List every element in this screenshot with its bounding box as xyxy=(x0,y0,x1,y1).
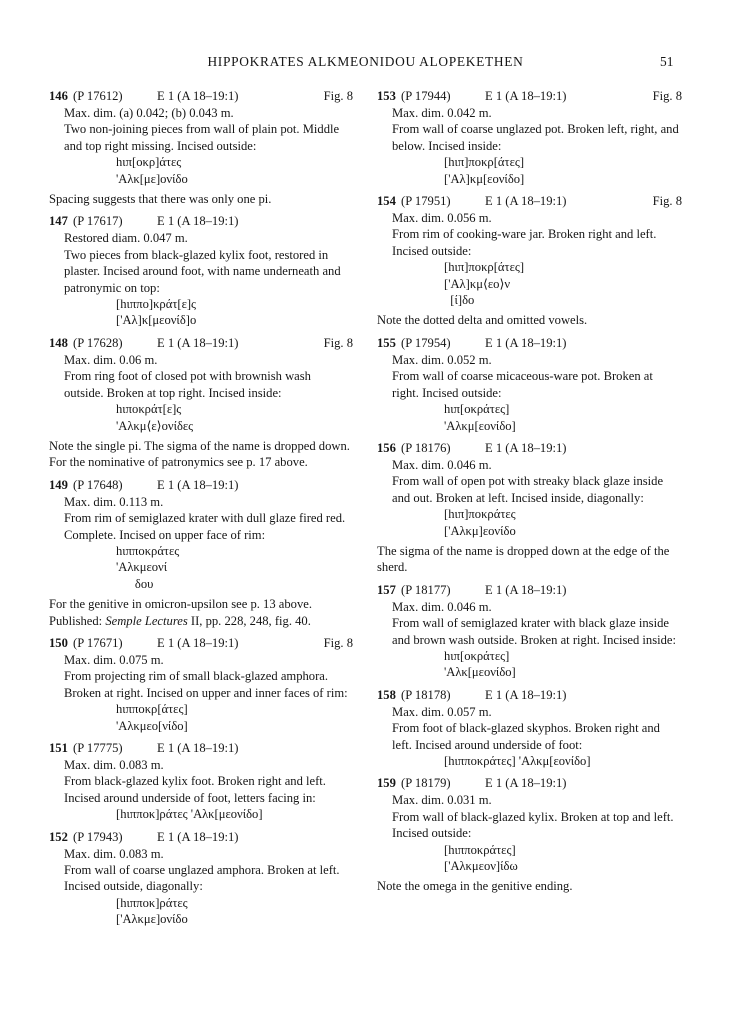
entry-body xyxy=(377,210,682,308)
inscription xyxy=(392,259,682,308)
inscription-line: [hιπποκ]ράτες xyxy=(116,895,188,910)
entry-body xyxy=(377,457,682,539)
catalog-entry xyxy=(377,775,682,894)
inscription-line: [hιπ]ποκρ[άτες] xyxy=(444,155,525,170)
catalog-entry xyxy=(377,335,682,434)
deposit-context: E 1 (A 18–19:1) xyxy=(157,89,239,103)
deposit-context: E 1 (A 18–19:1) xyxy=(485,89,567,103)
entry-description: Max. dim. 0.113 m. From rim of semiglazed krater with dull glaze fired red. Complete. Incised on upper face of rim: xyxy=(64,494,346,542)
entry-body xyxy=(49,846,353,928)
entry-number: 151 xyxy=(49,741,68,755)
catalog-entry xyxy=(49,335,353,471)
catalog-entry xyxy=(377,582,682,681)
entry-heading xyxy=(49,477,353,494)
right-column xyxy=(377,88,682,901)
entry-description: Max. dim. 0.057 m. From foot of black-glazed skyphos. Broken right and left. Incised around underside of foot: xyxy=(392,704,660,752)
entry-number: 157 xyxy=(377,582,396,597)
inventory-number: (P 18179) xyxy=(401,776,451,791)
inscription-line: 'Αλκ[με]ονίδο xyxy=(116,171,188,186)
inscription-line: [hιπ]ποκράτες xyxy=(444,507,516,522)
catalog-entry xyxy=(49,829,353,928)
entry-number: 152 xyxy=(49,829,68,844)
inventory-number: (P 17617) xyxy=(73,214,123,229)
entry-number: 154 xyxy=(377,194,396,209)
entry-description: Restored diam. 0.047 m. Two pieces from black-glazed kylix foot, restored in plaster. Incised around foot, with name underneath and patronymic on top: xyxy=(64,231,341,295)
deposit-context: E 1 (A 18–19:1) xyxy=(485,687,567,702)
inscription-line: ['Αλ]κ[μεονίδ]ο xyxy=(116,313,197,328)
inscription-line: 'Αλκ[μεονίδο] xyxy=(444,665,516,680)
entry-body xyxy=(377,704,682,770)
inscription-line: ['Αλ]κμ[εονίδο] xyxy=(444,171,525,186)
inscription-line: [hιππο]κράτ[ε]ς xyxy=(116,297,197,312)
figure-reference: Fig. 8 xyxy=(323,89,353,103)
entry-body xyxy=(377,105,682,187)
inscription-line: hιπποκράτες xyxy=(116,543,180,558)
deposit-context: E 1 (A 18–19:1) xyxy=(157,477,239,492)
inscription xyxy=(392,401,682,434)
figure-reference: Fig. 8 xyxy=(652,194,682,209)
entry-number: 155 xyxy=(377,335,396,350)
entry-heading xyxy=(377,193,682,210)
left-column xyxy=(49,88,353,934)
entry-description: Max. dim. 0.056 m. From rim of cooking-ware jar. Broken right and left. Incised outside: xyxy=(392,211,657,258)
entry-heading xyxy=(377,440,682,457)
inscription-line: 'Αλκμ[εονίδο] xyxy=(444,418,516,433)
deposit-context: E 1 (A 18–19:1) xyxy=(485,335,567,350)
entry-note: The sigma of the name is dropped down at the edge of the sherd. xyxy=(377,543,670,575)
entry-number: 149 xyxy=(49,477,68,492)
running-title: HIPPOKRATES ALKMEONIDOU ALOPEKETHEN xyxy=(207,54,524,69)
entry-number: 156 xyxy=(377,440,396,455)
inscription xyxy=(64,154,353,187)
deposit-context: E 1 (A 18–19:1) xyxy=(485,582,567,597)
entry-note: Spacing suggests that there was only one pi. xyxy=(49,192,272,207)
inscription-line: 'Αλκμεονί xyxy=(116,560,168,575)
inscription-line: hιπ[οκρ]άτες xyxy=(116,155,182,170)
entry-heading xyxy=(377,687,682,704)
entry-note: Note the dotted delta and omitted vowels. xyxy=(377,313,588,328)
entry-heading xyxy=(49,213,353,230)
deposit-context: E 1 (A 18–19:1) xyxy=(157,635,239,650)
inventory-number: (P 17951) xyxy=(401,194,451,209)
inscription xyxy=(392,842,682,875)
entry-description: Max. dim. 0.083 m. From black-glazed kylix foot. Broken right and left. Incised around underside of foot, letters facing in: xyxy=(64,758,326,805)
catalog-entry xyxy=(377,88,682,187)
entry-heading xyxy=(49,335,353,352)
inscription-line: hιπ[οκράτες] xyxy=(444,402,510,417)
entry-body xyxy=(49,105,353,187)
inscription xyxy=(392,506,682,539)
deposit-context: E 1 (A 18–19:1) xyxy=(157,741,239,755)
entry-description: Max. dim. 0.031 m. From wall of black-glazed kylix. Broken at top and left. Incised outside: xyxy=(392,793,674,841)
inscription-line: ['Αλκμε]ονίδο xyxy=(116,912,188,927)
entry-body xyxy=(49,652,353,734)
publication-rest: II, pp. 228, 248, fig. 40. xyxy=(187,613,311,628)
entry-heading xyxy=(49,635,353,652)
inventory-number: (P 18176) xyxy=(401,440,451,455)
entry-heading xyxy=(377,335,682,352)
inscription-line: hιπποκρ[άτες] xyxy=(116,702,188,717)
inscription xyxy=(64,895,353,928)
deposit-context: E 1 (A 18–19:1) xyxy=(485,194,567,209)
entry-body xyxy=(49,757,353,823)
entry-body xyxy=(377,352,682,434)
deposit-context: E 1 (A 18–19:1) xyxy=(157,335,239,350)
entry-number: 147 xyxy=(49,214,68,229)
inscription xyxy=(392,648,682,681)
inscription-line: δου xyxy=(116,576,154,591)
entry-heading xyxy=(377,582,682,599)
deposit-context: E 1 (A 18–19:1) xyxy=(157,214,239,229)
figure-reference: Fig. 8 xyxy=(323,335,353,350)
entry-number: 159 xyxy=(377,776,396,791)
entry-description: Max. dim. 0.042 m. From wall of coarse unglazed pot. Broken left, right, and below. Incised inside: xyxy=(392,106,679,153)
entry-number: 146 xyxy=(49,89,68,103)
inscription xyxy=(392,753,682,769)
inscription xyxy=(392,154,682,187)
entry-description: Max. dim. 0.046 m. From wall of semiglazed krater with black glaze inside and brown wash outside. Broken at right. Incised inside: xyxy=(392,599,677,647)
figure-reference: Fig. 8 xyxy=(652,89,682,103)
deposit-context: E 1 (A 18–19:1) xyxy=(485,440,567,455)
inscription-line: 'Αλκμ⟨ε⟩ονίδες xyxy=(116,418,194,433)
inscription-line: hιποκράτ[ε]ς xyxy=(116,402,182,417)
entry-description: Max. dim. 0.052 m. From wall of coarse micaceous-ware pot. Broken at right. Incised outside: xyxy=(392,352,653,400)
entry-body xyxy=(377,792,682,874)
deposit-context: E 1 (A 18–19:1) xyxy=(485,776,567,791)
entry-body xyxy=(49,230,353,328)
inscription-line: [hιπποκ]ράτες 'Αλκ[μεονίδο] xyxy=(116,807,263,822)
page-header xyxy=(0,54,731,74)
deposit-context: E 1 (A 18–19:1) xyxy=(157,829,239,844)
inventory-number: (P 17775) xyxy=(73,741,123,755)
inventory-number: (P 17628) xyxy=(73,335,123,350)
figure-reference: Fig. 8 xyxy=(323,635,353,650)
inventory-number: (P 17648) xyxy=(73,477,123,492)
catalog-entry xyxy=(49,88,353,207)
entry-note: Note the single pi. The sigma of the name is dropped down. For the nominative of patronymics see p. 17 above. xyxy=(49,438,350,470)
entry-heading xyxy=(49,740,353,757)
inventory-number: (P 17943) xyxy=(73,829,123,844)
entry-description: Max. dim. 0.083 m. From wall of coarse unglazed amphora. Broken at left. Incised outside, diagonally: xyxy=(64,846,340,894)
entry-description: Max. dim. 0.075 m. From projecting rim of small black-glazed amphora. Broken at right. Incised on upper and inner faces of rim: xyxy=(64,652,348,700)
inscription-line: 'Αλκμεο[νίδο] xyxy=(116,718,188,733)
catalog-entry xyxy=(377,440,682,576)
inscription-line: [hιπποκράτες] xyxy=(444,842,516,857)
inscription xyxy=(64,806,353,822)
entry-number: 150 xyxy=(49,635,68,650)
catalog-entry xyxy=(377,687,682,770)
entry-number: 153 xyxy=(377,89,396,103)
inscription xyxy=(64,401,353,434)
entry-body xyxy=(49,352,353,434)
inscription-line: [hιπ]ποκρ[άτες] xyxy=(444,260,525,275)
inscription-line: ['Αλ]κμ⟨εο⟩ν xyxy=(444,276,511,291)
entry-description: Max. dim. 0.046 m. From wall of open pot with streaky black glaze inside and out. Broken at left. Incised inside, diagonally: xyxy=(392,457,664,505)
entry-body xyxy=(49,494,353,592)
inventory-number: (P 17612) xyxy=(73,89,123,103)
page-number: 51 xyxy=(660,54,674,69)
entry-number: 148 xyxy=(49,335,68,350)
catalog-entry xyxy=(49,740,353,823)
inventory-number: (P 18177) xyxy=(401,582,451,597)
entry-heading xyxy=(377,88,682,105)
inscription-line: ['Αλκμεον]ίδω xyxy=(444,859,518,874)
inscription-line: ['Αλκμ]εονίδο xyxy=(444,523,516,538)
inventory-number: (P 17954) xyxy=(401,335,451,350)
entry-note: Note the omega in the genitive ending. xyxy=(377,879,573,894)
entry-heading xyxy=(377,775,682,792)
catalog-entry xyxy=(377,193,682,329)
entry-body xyxy=(377,599,682,681)
inscription-line: hιπ[οκράτες] xyxy=(444,648,510,663)
catalog-entry xyxy=(49,213,353,328)
catalog-entry xyxy=(49,477,353,629)
entry-heading xyxy=(49,88,353,105)
inventory-number: (P 17671) xyxy=(73,635,123,650)
inscription xyxy=(64,701,353,734)
publication-reference xyxy=(49,613,353,629)
inventory-number: (P 17944) xyxy=(401,89,451,103)
inscription-line: [hιπποκράτες] 'Αλκμ[εονίδο] xyxy=(444,754,591,768)
inventory-number: (P 18178) xyxy=(401,687,451,702)
publication-title: Semple Lectures xyxy=(105,613,188,628)
inscription xyxy=(64,296,353,329)
entry-number: 158 xyxy=(377,687,396,702)
inscription xyxy=(64,543,353,592)
publication-prefix: Published: xyxy=(49,613,106,628)
entry-heading xyxy=(49,829,353,846)
inscription-line: [ί]δο xyxy=(444,293,475,308)
entry-description: Max. dim. (a) 0.042; (b) 0.043 m. Two non-joining pieces from wall of plain pot. Middle and top right missing. Incised outside: xyxy=(64,106,340,153)
entry-note: For the genitive in omicron-upsilon see p. 13 above. xyxy=(49,597,313,612)
catalog-entry xyxy=(49,635,353,734)
entry-description: Max. dim. 0.06 m. From ring foot of closed pot with brownish wash outside. Broken at top right. Incised inside: xyxy=(64,352,311,400)
